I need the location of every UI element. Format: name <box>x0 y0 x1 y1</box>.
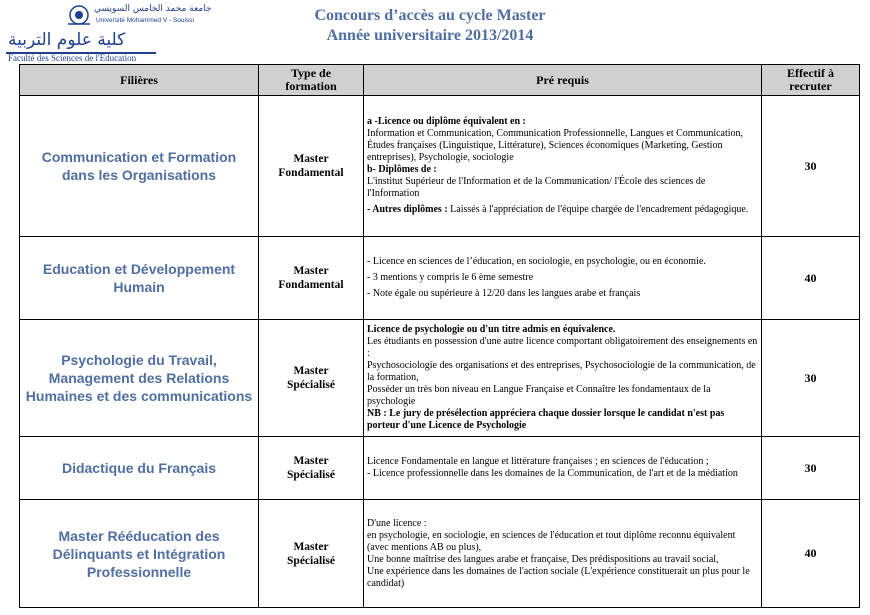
prerequis-cell <box>364 320 762 437</box>
type-cell <box>259 320 364 437</box>
effectif-cell: 40 <box>762 237 860 320</box>
effectif-cell: 30 <box>762 96 860 237</box>
prerequis-c-title: - Autres diplômes : <box>367 204 448 215</box>
logo-arabic-university: جامعة محمد الخامس السويسي <box>94 4 212 14</box>
master-programs-table <box>19 64 860 608</box>
prerequis-line: - 3 mentions y compris le 6 ème semestre <box>367 272 534 283</box>
prerequis-line: D'une licence : <box>367 517 427 529</box>
university-emblem-icon <box>64 4 94 26</box>
filiere-cell: Education et Développement Humain <box>20 237 259 320</box>
filiere-cell: Communication et Formation dans les Organisations <box>20 96 259 237</box>
header-effectif-line1: Effectif à <box>787 66 834 80</box>
header-type-line2: formation <box>285 79 337 93</box>
filiere-cell: Psychologie du Travail, Management des Relations Humaines et des communications <box>20 320 259 437</box>
prerequis-b-title: b- Diplômes de : <box>367 164 437 175</box>
type-line2: Fondamental <box>278 167 344 179</box>
prerequis-line: Licence de psychologie ou d'un titre admis en équivalence. <box>367 324 616 335</box>
filiere-cell: Master Rééducation des Délinquants et Intégration Professionnelle <box>20 500 259 608</box>
title-line-2: Année universitaire 2013/2014 <box>326 27 534 44</box>
type-line2: Spécialisé <box>287 379 335 391</box>
logo-faculty-name: Faculté des Sciences de l'Education <box>8 53 137 63</box>
prerequis-line: en psychologie, en sociologie, en sciences de l'éducation et tout diplôme reconnu équivalent (avec mentions AB ou plus), <box>367 529 736 553</box>
prerequis-line: Licence Fondamentale en langue et littérature françaises ; en sciences de l'éducation ; <box>367 456 709 467</box>
table-row <box>20 500 860 608</box>
prerequis-line: - Licence en sciences de l’éducation, en sociologie, en psychologie, ou en économie. <box>367 256 706 267</box>
prerequis-line: Psychosociologie des organisations et des entreprises, Psychosociologie de la communication, de la formation, <box>367 360 756 383</box>
type-cell <box>259 500 364 608</box>
table-row <box>20 96 860 237</box>
header-filieres: Filières <box>20 65 259 96</box>
prerequis-line: Une bonne maîtrise des langues arabe et française, Des prédispositions au travail social, <box>367 553 719 565</box>
type-line2: Spécialisé <box>287 469 335 481</box>
type-line2: Spécialisé <box>287 554 335 567</box>
type-line1: Master <box>293 455 329 467</box>
page-title <box>230 6 630 46</box>
prerequis-line: - Licence professionnelle dans les domaines de la Communication, de l'art et de la médiation <box>367 468 738 479</box>
prerequis-cell <box>364 437 762 500</box>
prerequis-line: Une expérience dans les domaines de l'action sociale (L'expérience constituerait un plus pour le candidat) <box>367 565 750 589</box>
prerequis-a-text: Information et Communication, Communication Professionnelle, Langues et Communication, Études françaises (Linguistique, Littérature), Sciences économiques (Marketing, Gestion entreprises), Psychologie, sociologie <box>367 128 744 163</box>
prerequis-c-text: Laissés à l'appréciation de l'équipe chargée de l'encadrement pédagogique. <box>447 204 749 215</box>
prerequis-line: Posséder un très bon niveau en Langue Française et Connaître les fondamentaux de la psychologie <box>367 384 711 407</box>
effectif-cell: 40 <box>762 500 860 608</box>
type-line1: Master <box>293 365 329 377</box>
effectif-cell: 30 <box>762 320 860 437</box>
effectif-cell: 30 <box>762 437 860 500</box>
logo-university-name: Université Mohammed V - Souissi <box>96 17 194 24</box>
type-line1: Master <box>293 265 329 277</box>
prerequis-cell <box>364 500 762 608</box>
prerequis-cell <box>364 237 762 320</box>
table-row <box>20 237 860 320</box>
prerequis-c <box>367 204 758 216</box>
prerequis-line: Les étudiants en possession d'une autre licence comportant obligatoirement des enseignements en : <box>367 336 758 359</box>
faculty-logo <box>4 2 212 63</box>
type-line1: Master <box>293 540 329 553</box>
title-line-1: Concours d’accès au cycle Master <box>314 7 546 24</box>
filiere-cell: Didactique du Français <box>20 437 259 500</box>
header-effectif <box>762 65 860 96</box>
header-type <box>259 65 364 96</box>
prerequis-note: NB : Le jury de présélection appréciera chaque dossier lorsque le candidat n'est pas porteur d'une Licence de Psychologie <box>367 408 725 431</box>
type-line2: Fondamental <box>278 279 344 291</box>
header-prerequis: Pré requis <box>364 65 762 96</box>
logo-arabic-faculty: كلية علوم التربية <box>8 30 126 50</box>
table-row <box>20 320 860 437</box>
type-cell <box>259 437 364 500</box>
table-header-row <box>20 65 860 96</box>
header-type-line1: Type de <box>290 66 332 80</box>
header-effectif-line2: recruter <box>789 79 832 93</box>
type-cell <box>259 237 364 320</box>
prerequis-b-text: L'institut Supérieur de l'Information et de la Communication/ l'École des sciences de l'Information <box>367 176 706 199</box>
type-cell <box>259 96 364 237</box>
prerequis-cell <box>364 96 762 237</box>
table-row <box>20 437 860 500</box>
prerequis-a-title: a -Licence ou diplôme équivalent en : <box>367 116 526 127</box>
type-line1: Master <box>293 153 329 165</box>
prerequis-line: - Note égale ou supérieure à 12/20 dans les langues arabe et français <box>367 288 641 299</box>
